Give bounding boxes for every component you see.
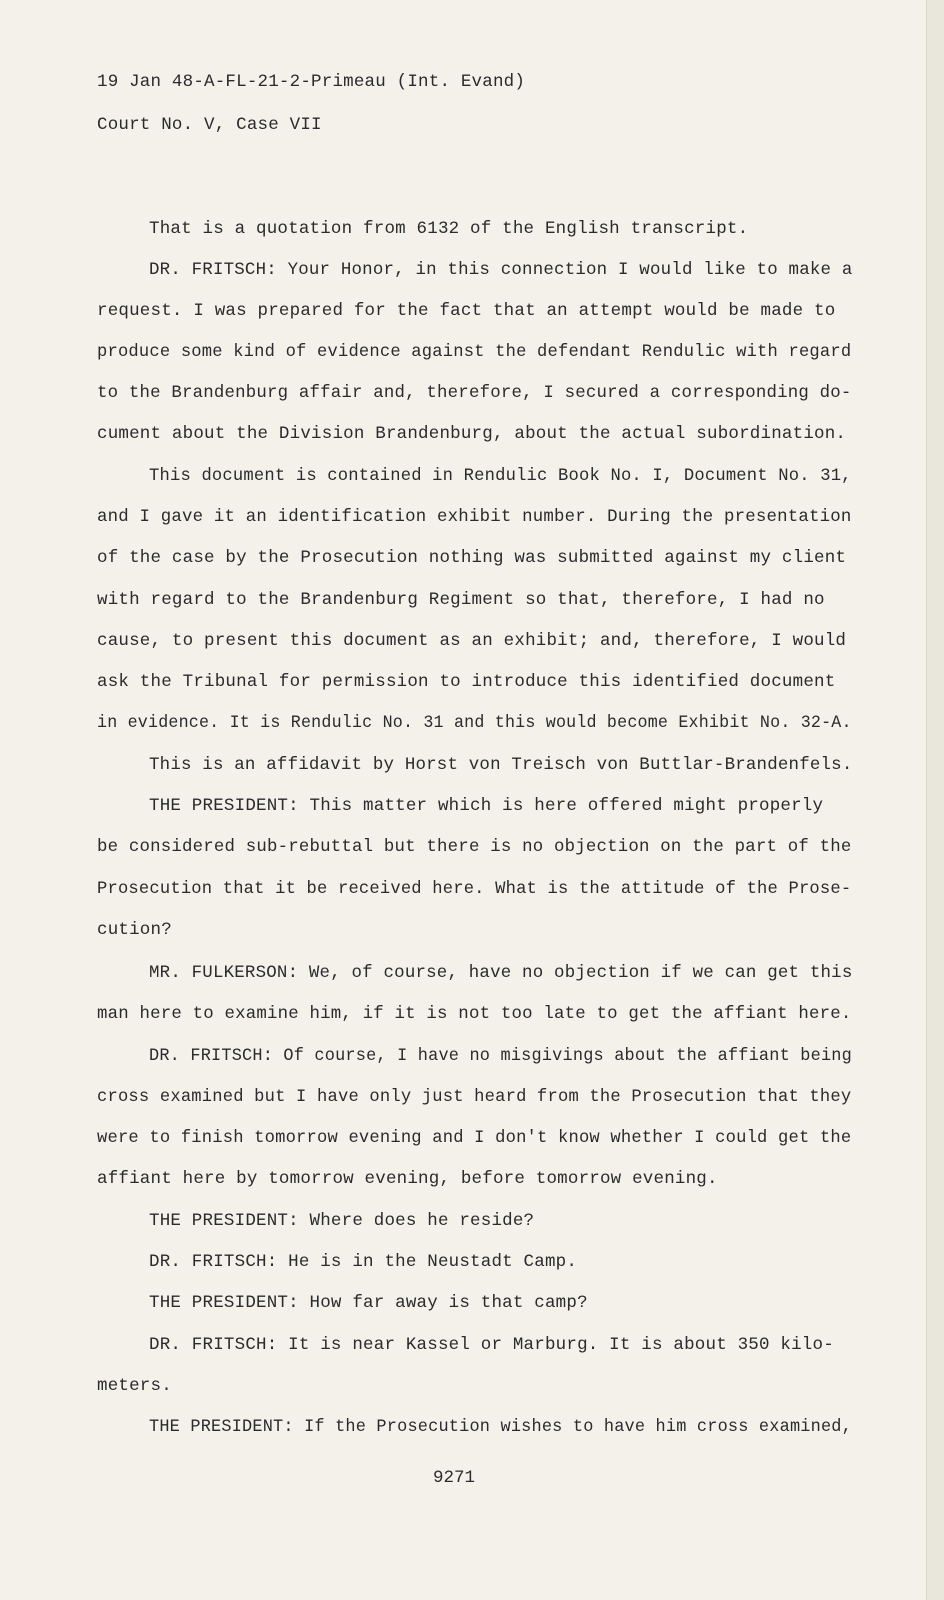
body-line: to the Brandenburg affair and, therefore, I secured a corresponding do-: [97, 383, 852, 403]
page-number: 9271: [433, 1468, 476, 1488]
body-line: affiant here by tomorrow evening, before tomorrow evening.: [97, 1169, 718, 1189]
body-line: produce some kind of evidence against the defendant Rendulic with regard: [97, 342, 852, 362]
header-line-1: 19 Jan 48-A-FL-21-2-Primeau (Int. Evand): [97, 72, 526, 92]
body-line: THE PRESIDENT: Where does he reside?: [149, 1211, 535, 1231]
body-line: of the case by the Prosecution nothing was submitted against my client: [97, 548, 847, 568]
body-line: cution?: [97, 920, 172, 940]
body-line: THE PRESIDENT: How far away is that camp?: [149, 1293, 588, 1313]
body-line: Prosecution that it be received here. What is the attitude of the Prose-: [97, 879, 852, 899]
body-line: were to finish tomorrow evening and I don't know whether I could get the: [97, 1128, 852, 1148]
body-line: That is a quotation from 6132 of the English transcript.: [149, 219, 749, 239]
body-line: DR. FRITSCH: It is near Kassel or Marburg. It is about 350 kilo-: [149, 1335, 834, 1355]
body-line: in evidence. It is Rendulic No. 31 and this would become Exhibit No. 32-A.: [97, 713, 852, 733]
body-line: DR. FRITSCH: Your Honor, in this connection I would like to make a: [149, 260, 853, 280]
body-line: be considered sub-rebuttal but there is no objection on the part of the: [97, 837, 852, 857]
body-line: DR. FRITSCH: Of course, I have no misgivings about the affiant being: [149, 1046, 852, 1066]
body-line: cause, to present this document as an exhibit; and, therefore, I would: [97, 631, 847, 651]
body-line: MR. FULKERSON: We, of course, have no objection if we can get this: [149, 963, 853, 983]
body-line: This document is contained in Rendulic Book No. I, Document No. 31,: [149, 466, 852, 486]
body-line: and I gave it an identification exhibit number. During the presentation: [97, 507, 852, 527]
body-line: request. I was prepared for the fact that an attempt would be made to: [97, 301, 836, 321]
body-line: man here to examine him, if it is not too late to get the affiant here.: [97, 1004, 852, 1024]
body-line: This is an affidavit by Horst von Treisch von Buttlar-Brandenfels.: [149, 755, 853, 775]
body-line: with regard to the Brandenburg Regiment so that, therefore, I had no: [97, 590, 825, 610]
body-line: cross examined but I have only just heard from the Prosecution that they: [97, 1087, 852, 1107]
body-line: ask the Tribunal for permission to introduce this identified document: [97, 672, 836, 692]
body-line: cument about the Division Brandenburg, about the actual subordination.: [97, 424, 847, 444]
body-line: THE PRESIDENT: If the Prosecution wishes to have him cross examined,: [149, 1417, 852, 1437]
body-line: DR. FRITSCH: He is in the Neustadt Camp.: [149, 1252, 578, 1272]
header-line-2: Court No. V, Case VII: [97, 115, 322, 135]
body-line: THE PRESIDENT: This matter which is here offered might properly: [149, 796, 824, 816]
body-line: meters.: [97, 1376, 172, 1396]
